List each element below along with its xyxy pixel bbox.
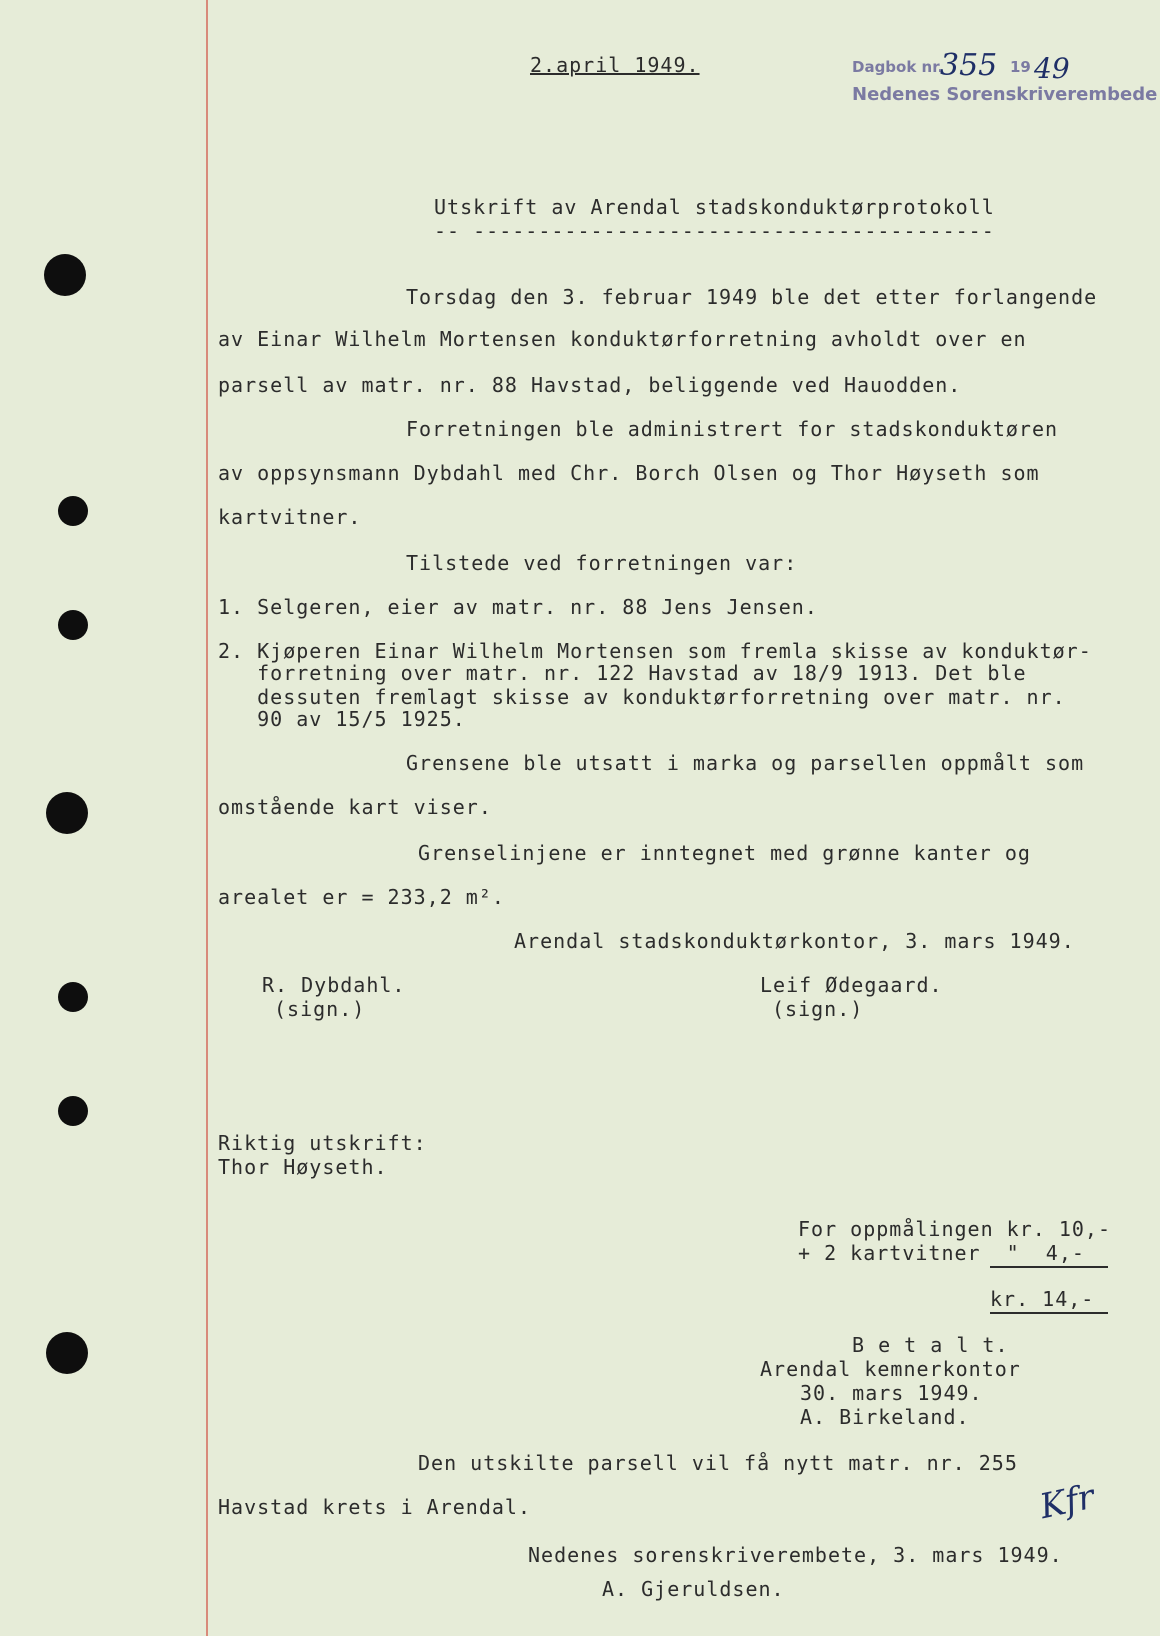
signature-mark: (sign.) bbox=[772, 997, 864, 1021]
paragraph-line: Forretningen ble administrert for stadskonduktøren bbox=[406, 417, 1059, 441]
journal-year-prefix: 19 bbox=[1010, 58, 1031, 76]
signature-name: R. Dybdahl. bbox=[262, 973, 406, 997]
paragraph-line: Torsdag den 3. februar 1949 ble det etter forlangende bbox=[406, 285, 1098, 309]
journal-year: 49 bbox=[1034, 52, 1070, 85]
punch-hole bbox=[46, 792, 88, 834]
paid-label: B e t a l t. bbox=[852, 1333, 1009, 1357]
list-item: 90 av 15/5 1925. bbox=[218, 707, 466, 731]
fee-rule bbox=[990, 1266, 1108, 1268]
signature-name: Leif Ødegaard. bbox=[760, 973, 943, 997]
journal-number: 355 bbox=[940, 48, 998, 83]
paid-signature: A. Birkeland. bbox=[800, 1405, 970, 1429]
punch-hole bbox=[44, 254, 86, 296]
closing-line: Den utskilte parsell vil få nytt matr. nr. 255 bbox=[418, 1451, 1018, 1475]
paragraph-line: Grensene ble utsatt i marka og parsellen oppmålt som bbox=[406, 751, 1085, 775]
fee-line: + 2 kartvitner " 4,- bbox=[798, 1241, 1085, 1265]
title-underline: -- ---------------------------------------- bbox=[434, 219, 995, 243]
closing-line: Havstad krets i Arendal. bbox=[218, 1495, 531, 1519]
fee-total: kr. 14,- bbox=[990, 1287, 1095, 1311]
place-and-date: Arendal stadskonduktørkontor, 3. mars 1949. bbox=[514, 929, 1075, 953]
list-item: 1. Selgeren, eier av matr. nr. 88 Jens Jensen. bbox=[218, 595, 818, 619]
closing-place-date: Nedenes sorenskriverembete, 3. mars 1949. bbox=[528, 1543, 1063, 1567]
punch-hole bbox=[46, 1332, 88, 1374]
list-item: 2. Kjøperen Einar Wilhelm Mortensen som fremla skisse av konduktør- bbox=[218, 639, 1092, 663]
closing-signature: A. Gjeruldsen. bbox=[602, 1577, 785, 1601]
fee-total-rule bbox=[990, 1312, 1108, 1314]
office-stamp: Nedenes Sorenskriverembede bbox=[852, 84, 1158, 105]
attendees-heading: Tilstede ved forretningen var: bbox=[406, 551, 798, 575]
paragraph-line: av oppsynsmann Dybdahl med Chr. Borch Olsen og Thor Høyseth som bbox=[218, 461, 1040, 485]
paragraph-line: omstående kart viser. bbox=[218, 795, 492, 819]
paragraph-line: kartvitner. bbox=[218, 505, 362, 529]
paragraph-line: av Einar Wilhelm Mortensen konduktørforretning avholdt over en bbox=[218, 327, 1027, 351]
list-item: dessuten fremlagt skisse av konduktørforretning over matr. nr. bbox=[218, 685, 1066, 709]
document-title: Utskrift av Arendal stadskonduktørprotokoll bbox=[434, 195, 995, 219]
paragraph-line: parsell av matr. nr. 88 Havstad, beliggende ved Hauodden. bbox=[218, 373, 962, 397]
punch-hole bbox=[58, 1096, 88, 1126]
signature-mark: (sign.) bbox=[274, 997, 366, 1021]
paid-office: Arendal kemnerkontor bbox=[760, 1357, 1021, 1381]
punch-hole bbox=[58, 496, 88, 526]
paragraph-line: Grenselinjene er inntegnet med grønne kanter og bbox=[418, 841, 1031, 865]
handwritten-initials: Kfr bbox=[1036, 1476, 1098, 1528]
certified-copy-name: Thor Høyseth. bbox=[218, 1155, 388, 1179]
certified-copy-label: Riktig utskrift: bbox=[218, 1131, 427, 1155]
paragraph-line: arealet er = 233,2 m². bbox=[218, 885, 505, 909]
margin-rule bbox=[206, 0, 208, 1636]
list-item: forretning over matr. nr. 122 Havstad av 18/9 1913. Det ble bbox=[218, 661, 1027, 685]
document-date: 2.april 1949. bbox=[530, 53, 700, 77]
punch-hole bbox=[58, 982, 88, 1012]
paid-date: 30. mars 1949. bbox=[800, 1381, 983, 1405]
journal-stamp-label: Dagbok nr. bbox=[852, 58, 944, 76]
fee-line: For oppmålingen kr. 10,- bbox=[798, 1217, 1111, 1241]
punch-hole bbox=[58, 610, 88, 640]
